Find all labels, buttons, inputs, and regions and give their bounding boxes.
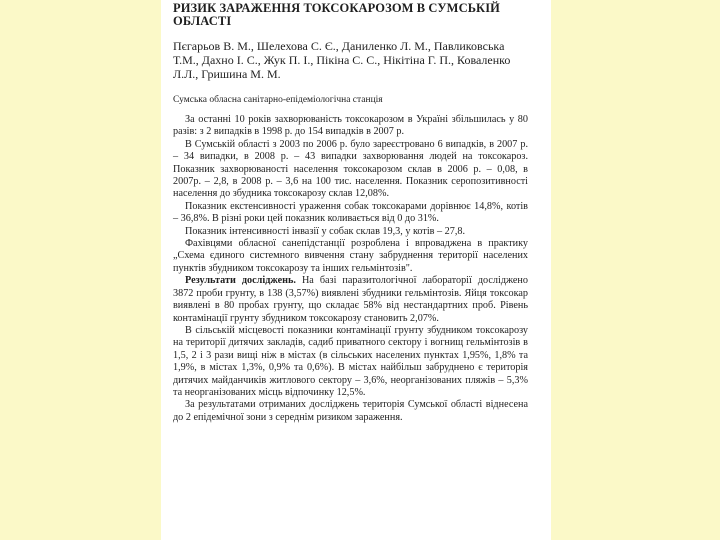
paragraph-7	[173, 325, 528, 399]
paragraph-text: За результатами отриманих досліджень територія Сумської області віднесена до 2 епідемічної зони з середнім ризиком зараження.	[173, 399, 528, 423]
document-page	[161, 0, 551, 540]
paragraph-2	[173, 139, 528, 201]
paragraph-text: В Сумській області з 2003 по 2006 р. було зареєстровано 6 випадків, в 2007 р. – 34 випадки, в 2008 р. – 43 випадки захворювання людей на токсокароз. Показник захворюваності населення токсокарозом склав в 2006 р. – 0,08, в 2007р. – 2,8, в 2008 р. – 3,6 на 100 тис. населення. Показник серопозитивності населення до збудника токсокарозу склав 12,08%.	[173, 138, 528, 200]
paragraph-text: Показник інтенсивності інвазії у собак склав 19,3, у котів – 27,8.	[185, 225, 466, 237]
paragraph-text: Показник екстенсивності ураження собак токсокарами дорівнює 14,8%, котів – 36,8%. В різні роки цей показник коливається від 0 до 31%.	[173, 200, 528, 225]
paragraph-text: На базі паразитологічної лабораторії досліджено 3872 проби грунту, в 138 (3,57%) виявлені збудники гельмінтозів. Яйця токсокар виявлені в 80 пробах грунту, що складає 58% від нестандартних проб. Рівень контамінації грунту збудником токсокарозу становить 2,07%.	[173, 275, 528, 324]
paragraph-4	[173, 226, 528, 238]
paragraph-text: За останні 10 років захворюваність токсокарозом в Україні збільшилась у 80 разів: з 2 випадків в 1998 р. до 154 випадків в 2007 р.	[173, 114, 528, 138]
article-content	[173, 2, 528, 424]
article-body	[173, 114, 528, 424]
left-side-band	[0, 0, 161, 540]
organization-name: Сумська обласна санітарно-епідеміологічна станція	[173, 95, 383, 105]
paragraph-6	[173, 275, 528, 325]
results-lead: Результати досліджень.	[185, 275, 296, 287]
paragraph-8	[173, 399, 528, 424]
right-side-band	[551, 0, 720, 540]
paragraph-5	[173, 238, 528, 275]
title-line-1: РИЗИК ЗАРАЖЕННЯ ТОКСОКАРОЗОМ В СУМСЬКІЙ	[173, 1, 501, 15]
paragraph-text: Фахівцями обласної санепідстанції розроблена і впроваджена в практику „Схема єдиного системного вивчення стану забруднення території населених пунктів збудником токсокарозу та інших гельмінтозів".	[173, 238, 528, 274]
paragraph-text: В сільській місцевості показники контамінації грунту збудником токсокарозу на території дитячих закладів, садиб приватного сектору і вогнищ гельмінтозів в 1,5, 2 і 3 рази вищі ніж в містах (в сільських населених пунктах 1,95%, 1,8% та 1,9%, в містах 1,3%, 0,9% та 0,6%). В містах найбільш забруднено є територія дитячих майданчиків житлового сектору – 3,6%, неорганізованих пляжів – 5,3% та неорганізованих місць відпочинку 12,5%.	[173, 324, 528, 398]
authors-list: Пєгарьов В. М., Шелехова С. Є., Даниленко Л. М., Павликовська Т.М., Дахно І. С., Жук П. І., Пікіна С. С., Нікітіна Г. П., Коваленко Л.Л., Гришина М. М.	[173, 39, 511, 81]
article-title	[173, 2, 528, 28]
paragraph-3	[173, 201, 528, 226]
title-line-2: ОБЛАСТІ	[173, 14, 232, 28]
paragraph-1	[173, 114, 528, 139]
